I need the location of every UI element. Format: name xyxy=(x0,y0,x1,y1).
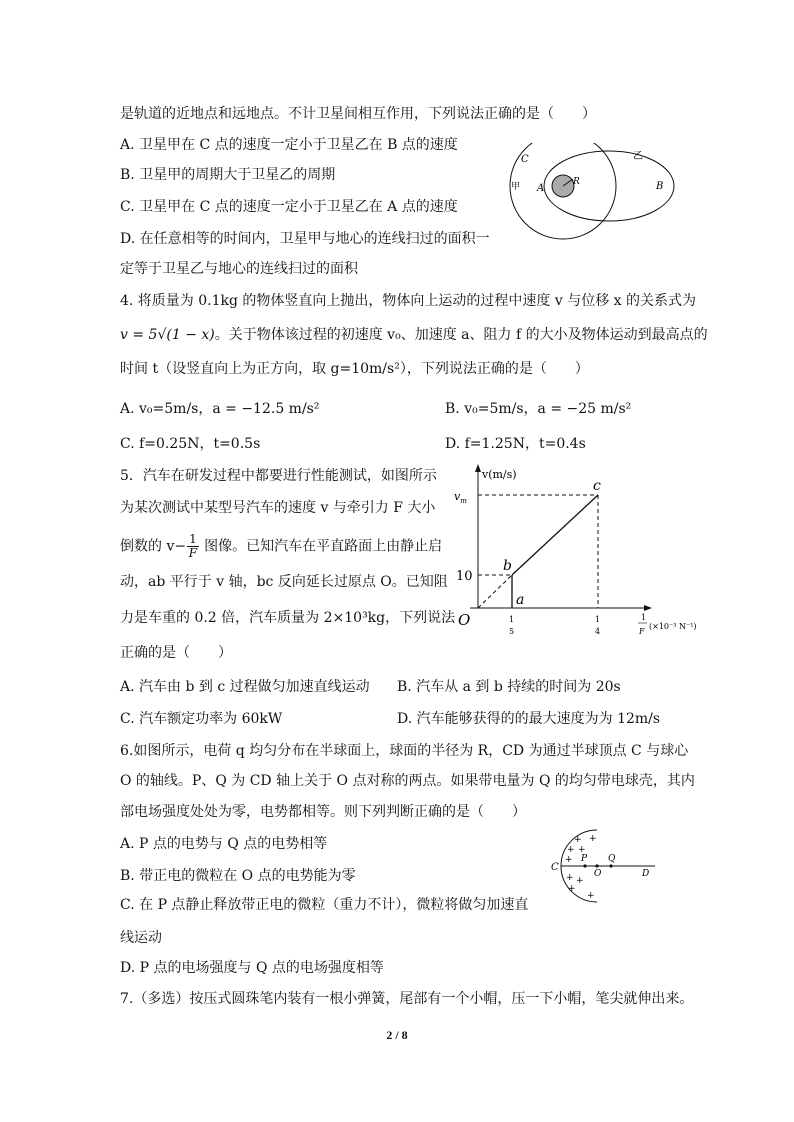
q5-option-d: D. 汽车能够获得的的最大速度为为 12m/s xyxy=(397,711,661,727)
inverse-f-fraction: $\frac{1}{F}$ xyxy=(188,532,198,560)
q6-option-c-cont: 线运动 xyxy=(120,930,162,946)
label-q: Q xyxy=(608,854,616,864)
label-r: R xyxy=(573,177,580,187)
plus-1: + xyxy=(574,835,582,845)
v-inverse-f-chart xyxy=(450,462,710,642)
segment-bc xyxy=(512,495,598,575)
label-a: A xyxy=(537,183,545,194)
q3-intro: 是轨道的近地点和远地点。不计卫星间相互作用，下列说法正确的是（ ） xyxy=(120,106,596,122)
q5-option-b: B. 汽车从 a 到 b 持续的时间为 20s xyxy=(397,679,621,695)
q6-option-b: B. 带正电的微粒在 O 点的电势能为零 xyxy=(120,868,356,884)
point-b-label: b xyxy=(503,558,512,574)
plus-6: + xyxy=(566,873,574,883)
q6-option-d: D. P 点的电场强度与 Q 点的电场强度相等 xyxy=(120,960,384,976)
plus-9: + xyxy=(587,891,595,901)
x-axis-num: 1 xyxy=(641,613,647,622)
q5-option-a: A. 汽车由 b 到 c 过程做匀加速直线运动 xyxy=(120,679,370,695)
q7-stem-1: 7.（多选）按压式圆珠笔内装有一根小弹簧，尾部有一个小帽，压一下小帽，笔尖就伸出来。 xyxy=(120,991,694,1007)
y-axis-arrow xyxy=(475,464,481,472)
dashed-origin-to-b xyxy=(478,575,512,608)
point-c-label: c xyxy=(593,478,601,494)
plus-4: + xyxy=(578,845,586,855)
x-tick-1-num: 1 xyxy=(509,615,515,624)
x-axis-unit: (×10⁻³ N⁻¹) xyxy=(649,622,697,631)
q4-option-b: B. v₀=5m/s，a = −25 m/s² xyxy=(445,401,632,417)
q4-formula: v = 5√(1 − x) xyxy=(120,327,215,343)
q5-stem-2: 为某次测试中某型号汽车的速度 v 与牵引力 F 大小 xyxy=(120,500,436,516)
hemisphere-charge-figure xyxy=(545,828,665,904)
x-tick-2-num: 1 xyxy=(595,615,601,624)
label-c: C xyxy=(521,154,529,165)
q5-option-c: C. 汽车额定功率为 60kW xyxy=(120,711,283,727)
point-p xyxy=(583,864,586,867)
label-c: C xyxy=(551,862,559,873)
label-p: P xyxy=(581,854,588,864)
q5-stem-6: 正确的是（ ） xyxy=(120,645,232,661)
q4-option-a: A. v₀=5m/s，a = −12.5 m/s² xyxy=(120,401,320,417)
q5-stem-3 xyxy=(120,533,442,560)
q4-stem-3: 时间 t（设竖直向上为正方向，取 g=10m/s²），下列说法正确的是（ ） xyxy=(120,361,589,377)
q4-option-d: D. f=1.25N，t=0.4s xyxy=(445,436,586,452)
x-tick-2-den: 4 xyxy=(595,627,601,636)
point-o xyxy=(595,864,598,867)
plus-5: + xyxy=(565,855,573,865)
satellite-orbit-figure xyxy=(505,143,685,255)
q5-stem-1: 5．汽车在研发过程中都要进行性能测试，如图所示 xyxy=(120,468,437,484)
point-a-label: a xyxy=(516,592,525,608)
point-q xyxy=(609,864,612,867)
q3-option-d-cont: 定等于卫星乙与地心的连线扫过的面积 xyxy=(120,261,358,277)
plus-2: + xyxy=(589,834,597,844)
label-d: D xyxy=(642,869,650,879)
q3-option-a: A. 卫星甲在 C 点的速度一定小于卫星乙在 B 点的速度 xyxy=(120,137,458,153)
y-axis-label: v(m/s) xyxy=(482,468,517,481)
q6-stem-3: 部电场强度处处为零，电势都相等。则下列判断正确的是（ ） xyxy=(120,804,526,820)
page-number: 2 / 8 xyxy=(386,1028,408,1042)
q5-stem-5: 力是车重的 0.2 倍，汽车质量为 2×10³kg，下列说法 xyxy=(120,610,456,626)
q5-stem-3a: 倒数的 v− xyxy=(120,538,187,555)
x-axis-arrow xyxy=(644,605,652,611)
q4-option-c: C. f=0.25N，t=0.5s xyxy=(120,436,261,452)
label-yi: 乙 xyxy=(633,151,643,162)
q5-stem-3b: 图像。已知汽车在平直路面上由静止启 xyxy=(199,538,443,555)
x-axis-den: F xyxy=(639,627,645,636)
q6-option-a: A. P 点的电势与 Q 点的电势相等 xyxy=(120,836,328,852)
plus-8: + xyxy=(568,884,576,894)
label-jia: 甲 xyxy=(511,182,521,192)
tick-10: 10 xyxy=(456,569,473,584)
q3-option-c: C. 卫星甲在 C 点的速度一定小于卫星乙在 A 点的速度 xyxy=(120,199,458,215)
q4-stem-1: 4. 将质量为 0.1kg 的物体竖直向上抛出，物体向上运动的过程中速度 v 与位移 x 的关系式为 xyxy=(120,293,697,309)
q3-option-d: D. 在任意相等的时间内，卫星甲与地心的连线扫过的面积一 xyxy=(120,231,490,247)
q3-option-b: B. 卫星甲的周期大于卫星乙的周期 xyxy=(120,167,336,183)
q4-stem-2 xyxy=(120,325,708,345)
label-b: B xyxy=(656,181,664,192)
label-o: O xyxy=(594,869,602,879)
origin-label: O xyxy=(458,611,471,629)
vm-label: $v_m$ xyxy=(454,490,467,505)
plus-3: + xyxy=(567,845,575,855)
plus-7: + xyxy=(576,876,584,886)
q4-stem-2-text: 。关于物体该过程的初速度 v₀、加速度 a、阻力 f 的大小及物体运动到最高点的 xyxy=(214,327,708,343)
x-tick-1-den: 5 xyxy=(509,627,515,636)
q5-stem-4: 动，ab 平行于 v 轴，bc 反向延长过原点 O。已知阻 xyxy=(120,574,448,590)
q6-stem-1: 6.如图所示，电荷 q 均匀分布在半球面上，球面的半径为 R，CD 为通过半球顶点 C 与球心 xyxy=(120,743,689,759)
q6-option-c: C. 在 P 点静止释放带正电的微粒（重力不计），微粒将做匀加速直 xyxy=(120,897,529,913)
q6-stem-2: O 的轴线。P、Q 为 CD 轴上关于 O 点对称的两点。如果带电量为 Q 的均匀带电球壳，其内 xyxy=(120,773,695,789)
